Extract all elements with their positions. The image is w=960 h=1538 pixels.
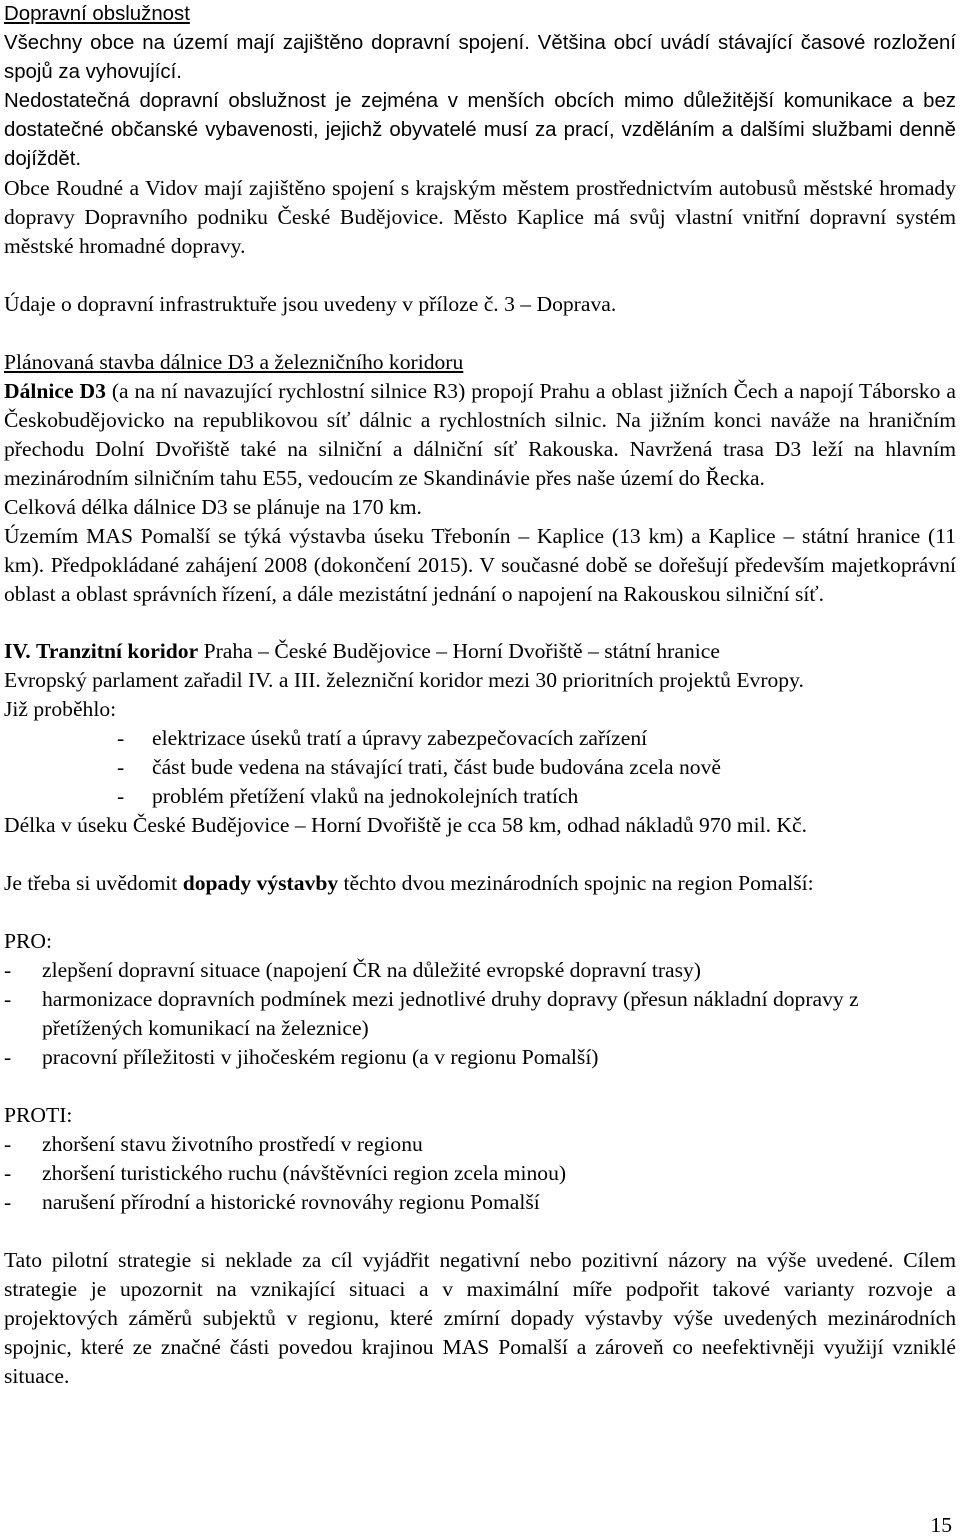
paragraph: Obce Roudné a Vidov mají zajištěno spojení s krajským městem prostřednictvím autobusů městské hromady dopravy Dopravního podniku České Budějovice. Město Kaplice má svůj vlastní vnitřní dopravní systém městské hromadné dopravy. bbox=[4, 176, 956, 258]
paragraph-length: Délka v úseku České Budějovice – Horní Dvořiště je cca 58 km, odhad nákladů 970 mil. Kč. bbox=[4, 813, 807, 837]
paragraph-impacts-intro: Je třeba si uvědomit dopady výstavby těchto dvou mezinárodních spojnic na region Pomalší: bbox=[4, 871, 814, 895]
page-number: 15 bbox=[930, 1513, 952, 1537]
paragraph: Všechny obce na území mají zajištěno dopravní spojení. Většina obcí uvádí stávající časové rozložení spojů za vyhovující. bbox=[4, 32, 956, 83]
list-item: - zhoršení turistického ruchu (návštěvníci region zcela minou) bbox=[4, 1161, 567, 1185]
paragraph-infrastructure-ref: Údaje o dopravní infrastruktuře jsou uvedeny v příloze č. 3 – Doprava. bbox=[4, 292, 617, 316]
bold-term: Dálnice D3 bbox=[4, 379, 106, 403]
list-item: - část bude vedena na stávající trati, část bude budována zcela nově bbox=[117, 755, 721, 779]
heading-transport-service: Dopravní obslužnost bbox=[4, 3, 190, 25]
paragraph: Nedostatečná dopravní obslužnost je zejména v menších obcích mimo důležitější komunikace a bez dostatečné občanské vybavenosti, jejichž obyvatelé musí za prací, vzděláním a dalšími službami denně dojíždět. bbox=[4, 90, 956, 170]
heading-transit-corridor: IV. Tranzitní koridor Praha – České Budějovice – Horní Dvořiště – státní hranice bbox=[4, 639, 720, 663]
paragraph: Evropský parlament zařadil IV. a III. železniční koridor mezi 30 prioritních projektů Evropy. bbox=[4, 668, 804, 692]
pro-label: PRO: bbox=[4, 929, 53, 953]
list-item: - elektrizace úseků tratí a úpravy zabezpečovacích zařízení bbox=[117, 726, 648, 750]
list-item: - zlepšení dopravní situace (napojení ČR na důležité evropské dopravní trasy) bbox=[4, 958, 701, 982]
list-item: - zhoršení stavu životního prostředí v regionu bbox=[4, 1132, 423, 1156]
section-transport-service-cont bbox=[4, 174, 956, 1391]
paragraph-d3-length: Celková délka dálnice D3 se plánuje na 170 km. bbox=[4, 495, 422, 519]
list-item: - pracovní příležitosti v jihočeském regionu (a v regionu Pomalší) bbox=[4, 1045, 599, 1069]
paragraph-d3-section: Územím MAS Pomalší se týká výstavba úseku Třebonín – Kaplice (13 km) a Kaplice – státní hranice (11 km). Předpokládané zahájení 2008 (dokončení 2015). V současné době se dořešují především majetkoprávní oblast a oblast správních řízení, a dále mezistátní jednání o napojení na Rakouskou silniční síť. bbox=[4, 524, 956, 606]
list-item: - problém přetížení vlaků na jednokolejních tratích bbox=[117, 784, 579, 808]
document-page bbox=[4, 0, 956, 1391]
already-label: Již proběhlo: bbox=[4, 697, 117, 721]
paragraph-closing: Tato pilotní strategie si neklade za cíl vyjádřit negativní nebo pozitivní názory na výše uvedené. Cílem strategie je upozornit na vznikající situaci a v maximální míře podpořit takové varianty rozvoje a projektových záměrů subjektů v regionu, které zmírní dopady výstavby výše uvedených mezinárodních spojnic, které ze značné části povedou krajinou MAS Pomalší a zároveň co neefektivněji využijí vzniklé situace. bbox=[4, 1248, 956, 1388]
proti-label: PROTI: bbox=[4, 1103, 73, 1127]
list-item: - harmonizace dopravních podmínek mezi jednotlivé druhy dopravy (přesun nákladní dopravy z přetížených komunikací na železnice) bbox=[4, 987, 859, 1040]
paragraph-d3: Dálnice D3 (a na ní navazující rychlostní silnice R3) propojí Prahu a oblast jižních Čech a napojí Táborsko a Českobudějovicko na republikovou síť dálnic a rychlostních silnic. Na jižním konci naváže na hraničním přechodu Dolní Dvořiště také na silniční a dálniční síť Rakouska. Navržená trasa D3 leží na hlavním mezinárodním silničním tahu E55, vedoucím ze Skandinávie přes naše území do Řecka. bbox=[4, 379, 957, 490]
heading-d3-corridor: Plánovaná stavba dálnice D3 a železničního koridoru bbox=[4, 350, 464, 374]
section-transport-service bbox=[4, 0, 956, 174]
list-item: - narušení přírodní a historické rovnováhy regionu Pomalší bbox=[4, 1190, 540, 1214]
